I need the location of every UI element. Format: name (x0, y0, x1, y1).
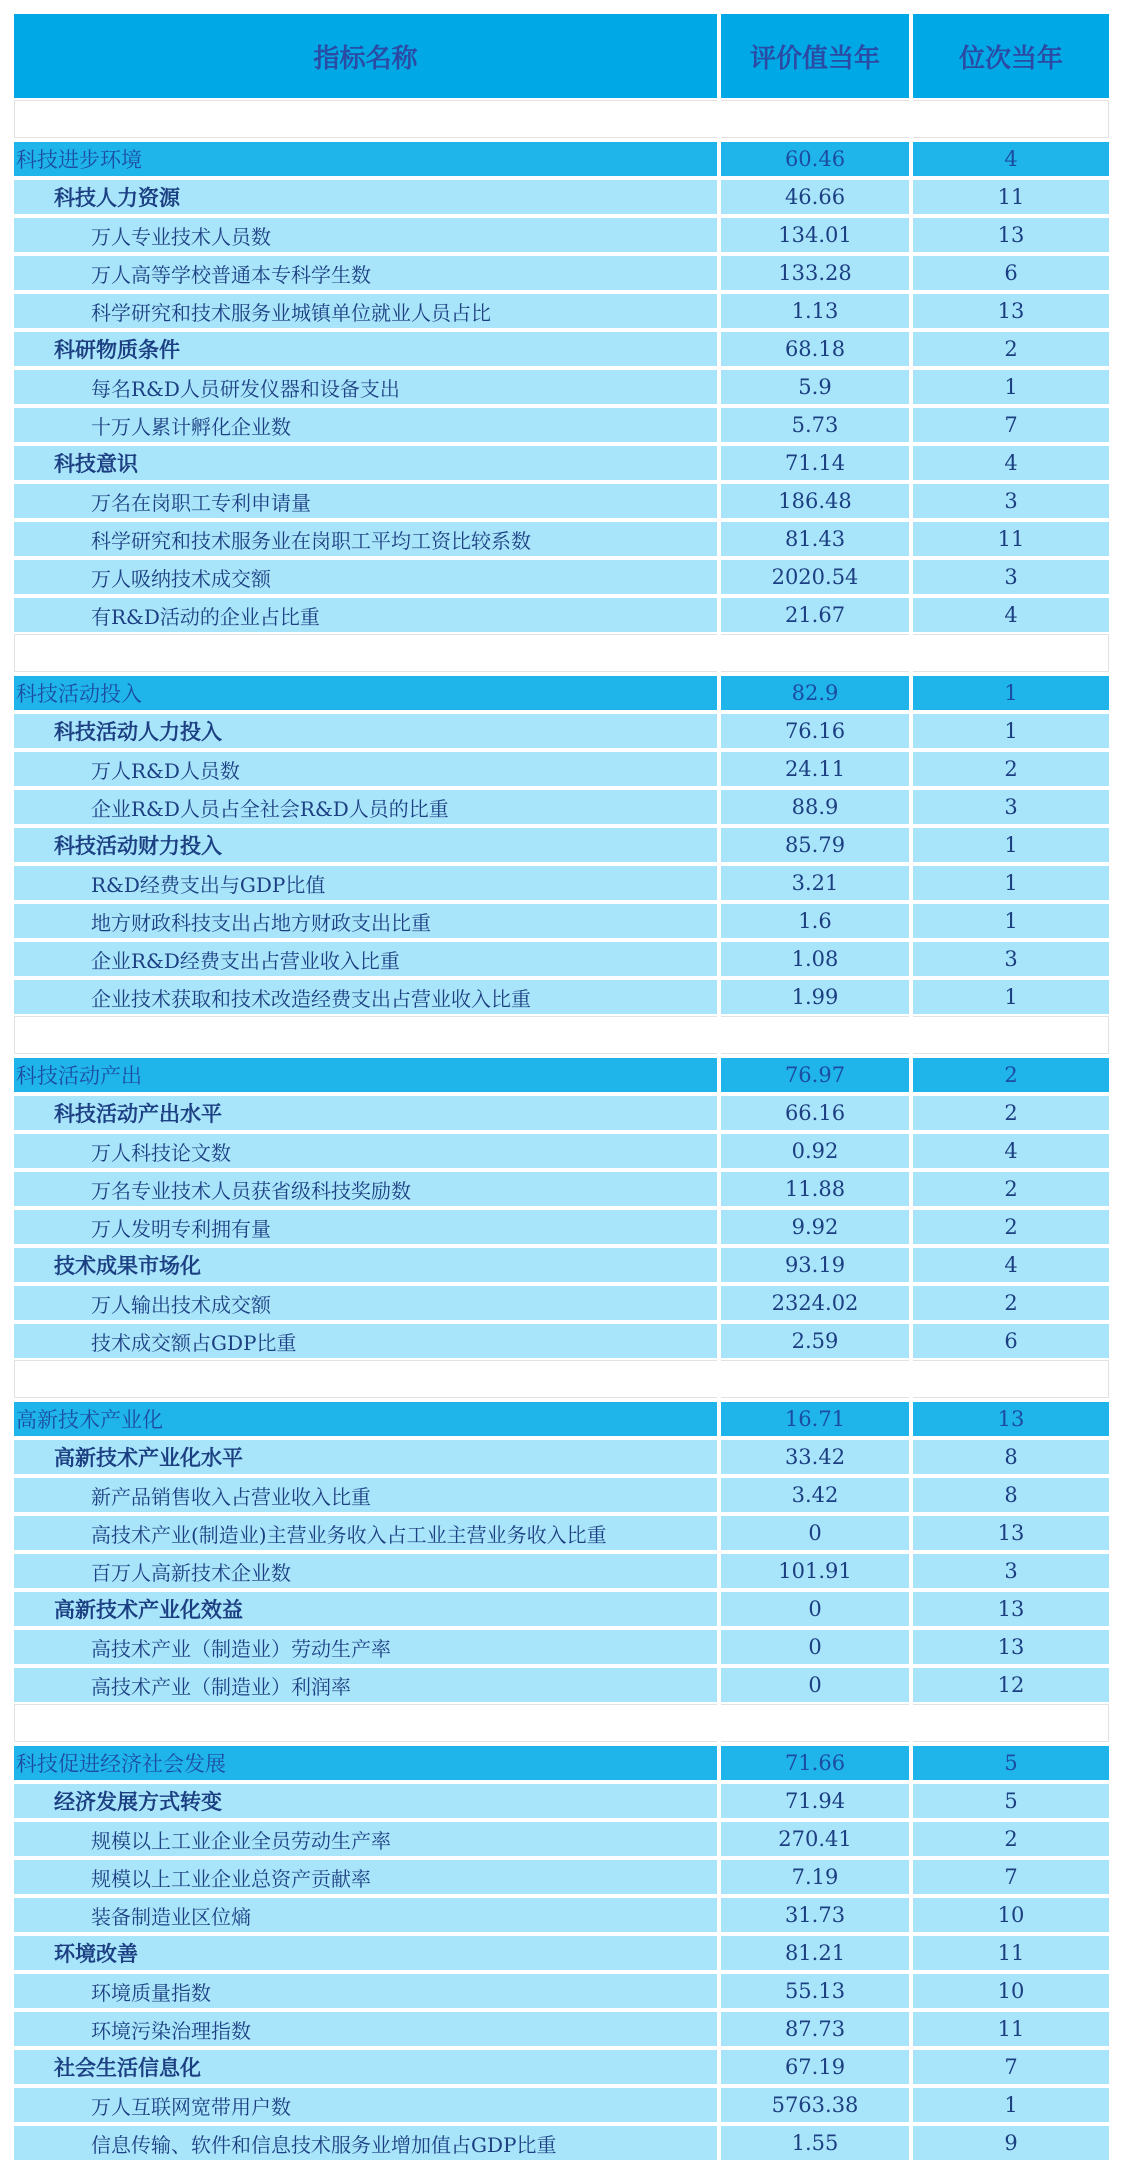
indicator-row (14, 1516, 1109, 1550)
indicator-row (14, 1286, 1109, 1320)
evaluation-value-cell: 82.9 (721, 676, 909, 710)
indicator-name-cell: 有R&D活动的企业占比重 (14, 598, 717, 632)
rank-cell: 5 (913, 1746, 1109, 1780)
evaluation-value-cell: 66.16 (721, 1096, 909, 1130)
rank-cell: 2 (913, 332, 1109, 366)
rank-cell: 1 (913, 980, 1109, 1014)
indicator-table (14, 14, 1109, 2160)
rank-cell: 3 (913, 484, 1109, 518)
category-row (14, 1746, 1109, 1780)
rank-cell: 13 (913, 1592, 1109, 1626)
subcategory-row (14, 1936, 1109, 1970)
indicator-row (14, 1134, 1109, 1168)
evaluation-value-cell: 67.19 (721, 2050, 909, 2084)
indicator-name-cell: 规模以上工业企业全员劳动生产率 (14, 1822, 717, 1856)
evaluation-value-cell: 71.14 (721, 446, 909, 480)
table-body (14, 100, 1109, 2160)
rank-cell: 4 (913, 1248, 1109, 1282)
rank-cell: 4 (913, 598, 1109, 632)
rank-cell: 3 (913, 942, 1109, 976)
evaluation-value-cell: 31.73 (721, 1898, 909, 1932)
indicator-name-cell: 万人发明专利拥有量 (14, 1210, 717, 1244)
evaluation-value-cell: 21.67 (721, 598, 909, 632)
indicator-name-cell: 科技促进经济社会发展 (14, 1746, 717, 1780)
header-evaluation-value: 评价值当年 (721, 14, 909, 98)
evaluation-value-cell (721, 634, 909, 672)
evaluation-value-cell: 270.41 (721, 1822, 909, 1856)
indicator-row (14, 1898, 1109, 1932)
evaluation-value-cell: 1.55 (721, 2126, 909, 2160)
evaluation-value-cell: 3.21 (721, 866, 909, 900)
evaluation-value-cell: 1.08 (721, 942, 909, 976)
rank-cell: 1 (913, 828, 1109, 862)
category-row (14, 676, 1109, 710)
indicator-row (14, 598, 1109, 632)
indicator-row (14, 1860, 1109, 1894)
rank-cell: 10 (913, 1974, 1109, 2008)
evaluation-value-cell: 0 (721, 1592, 909, 1626)
indicator-name-cell: 万人输出技术成交额 (14, 1286, 717, 1320)
evaluation-value-cell: 0 (721, 1516, 909, 1550)
evaluation-value-cell (721, 1704, 909, 1742)
evaluation-value-cell: 101.91 (721, 1554, 909, 1588)
indicator-row (14, 2126, 1109, 2160)
indicator-row (14, 2088, 1109, 2122)
rank-cell: 8 (913, 1440, 1109, 1474)
rank-cell: 1 (913, 676, 1109, 710)
indicator-name-cell: 高新技术产业化 (14, 1402, 717, 1436)
rank-cell (913, 1360, 1109, 1398)
evaluation-value-cell: 76.16 (721, 714, 909, 748)
indicator-name-cell: 百万人高新技术企业数 (14, 1554, 717, 1588)
indicator-name-cell: 科学研究和技术服务业在岗职工平均工资比较系数 (14, 522, 717, 556)
evaluation-value-cell: 60.46 (721, 142, 909, 176)
indicator-name-cell: 高技术产业(制造业)主营业务收入占工业主营业务收入比重 (14, 1516, 717, 1550)
rank-cell: 5 (913, 1784, 1109, 1818)
indicator-row (14, 980, 1109, 1014)
indicator-name-cell (14, 1016, 717, 1054)
indicator-name-cell: 技术成果市场化 (14, 1248, 717, 1282)
indicator-name-cell: 科技活动人力投入 (14, 714, 717, 748)
rank-cell: 4 (913, 1134, 1109, 1168)
indicator-row (14, 866, 1109, 900)
subcategory-row (14, 1096, 1109, 1130)
rank-cell: 13 (913, 218, 1109, 252)
evaluation-value-cell: 81.21 (721, 1936, 909, 1970)
evaluation-value-cell: 71.66 (721, 1746, 909, 1780)
evaluation-value-cell: 186.48 (721, 484, 909, 518)
indicator-name-cell: 规模以上工业企业总资产贡献率 (14, 1860, 717, 1894)
indicator-row (14, 560, 1109, 594)
indicator-row (14, 218, 1109, 252)
rank-cell: 2 (913, 1286, 1109, 1320)
indicator-name-cell (14, 100, 717, 138)
indicator-name-cell: 高技术产业（制造业）劳动生产率 (14, 1630, 717, 1664)
indicator-row (14, 1210, 1109, 1244)
evaluation-value-cell: 9.92 (721, 1210, 909, 1244)
evaluation-value-cell: 5763.38 (721, 2088, 909, 2122)
evaluation-value-cell: 85.79 (721, 828, 909, 862)
indicator-row (14, 1478, 1109, 1512)
rank-cell: 6 (913, 1324, 1109, 1358)
rank-cell: 2 (913, 1210, 1109, 1244)
rank-cell: 2 (913, 1096, 1109, 1130)
evaluation-value-cell: 81.43 (721, 522, 909, 556)
rank-cell: 13 (913, 1630, 1109, 1664)
indicator-row (14, 752, 1109, 786)
category-row (14, 1058, 1109, 1092)
spacer-row (14, 1016, 1109, 1054)
indicator-name-cell: 万人互联网宽带用户数 (14, 2088, 717, 2122)
indicator-row (14, 1822, 1109, 1856)
indicator-name-cell: 万名在岗职工专利申请量 (14, 484, 717, 518)
evaluation-value-cell (721, 1016, 909, 1054)
evaluation-value-cell: 46.66 (721, 180, 909, 214)
indicator-row (14, 2012, 1109, 2046)
evaluation-value-cell: 0 (721, 1668, 909, 1702)
indicator-name-cell: 装备制造业区位熵 (14, 1898, 717, 1932)
rank-cell (913, 100, 1109, 138)
indicator-name-cell: 环境质量指数 (14, 1974, 717, 2008)
indicator-name-cell: 环境改善 (14, 1936, 717, 1970)
evaluation-value-cell: 7.19 (721, 1860, 909, 1894)
evaluation-value-cell: 2020.54 (721, 560, 909, 594)
indicator-row (14, 1974, 1109, 2008)
indicator-name-cell: 每名R&D人员研发仪器和设备支出 (14, 370, 717, 404)
rank-cell: 1 (913, 866, 1109, 900)
indicator-row (14, 408, 1109, 442)
rank-cell: 2 (913, 1822, 1109, 1856)
rank-cell: 9 (913, 2126, 1109, 2160)
indicator-name-cell: 地方财政科技支出占地方财政支出比重 (14, 904, 717, 938)
spacer-row (14, 1360, 1109, 1398)
rank-cell: 7 (913, 1860, 1109, 1894)
indicator-name-cell: 高新技术产业化效益 (14, 1592, 717, 1626)
evaluation-value-cell: 1.13 (721, 294, 909, 328)
subcategory-row (14, 332, 1109, 366)
evaluation-value-cell: 5.73 (721, 408, 909, 442)
evaluation-value-cell: 68.18 (721, 332, 909, 366)
evaluation-value-cell: 87.73 (721, 2012, 909, 2046)
evaluation-value-cell: 2324.02 (721, 1286, 909, 1320)
rank-cell: 2 (913, 1058, 1109, 1092)
indicator-name-cell: 万人科技论文数 (14, 1134, 717, 1168)
indicator-name-cell: 高新技术产业化水平 (14, 1440, 717, 1474)
indicator-row (14, 1172, 1109, 1206)
evaluation-value-cell: 11.88 (721, 1172, 909, 1206)
rank-cell: 13 (913, 1516, 1109, 1550)
spacer-row (14, 100, 1109, 138)
indicator-name-cell: 万人R&D人员数 (14, 752, 717, 786)
rank-cell: 11 (913, 522, 1109, 556)
spacer-row (14, 1704, 1109, 1742)
subcategory-row (14, 828, 1109, 862)
evaluation-value-cell: 76.97 (721, 1058, 909, 1092)
evaluation-value-cell (721, 100, 909, 138)
indicator-name-cell: 信息传输、软件和信息技术服务业增加值占GDP比重 (14, 2126, 717, 2160)
indicator-name-cell: 经济发展方式转变 (14, 1784, 717, 1818)
indicator-name-cell: 企业技术获取和技术改造经费支出占营业收入比重 (14, 980, 717, 1014)
indicator-name-cell: 十万人累计孵化企业数 (14, 408, 717, 442)
rank-cell: 1 (913, 2088, 1109, 2122)
subcategory-row (14, 180, 1109, 214)
indicator-row (14, 904, 1109, 938)
rank-cell: 13 (913, 294, 1109, 328)
indicator-name-cell: 万名专业技术人员获省级科技奖励数 (14, 1172, 717, 1206)
evaluation-value-cell: 55.13 (721, 1974, 909, 2008)
rank-cell: 1 (913, 904, 1109, 938)
rank-cell: 4 (913, 142, 1109, 176)
rank-cell (913, 1704, 1109, 1742)
indicator-row (14, 522, 1109, 556)
evaluation-value-cell: 5.9 (721, 370, 909, 404)
rank-cell: 7 (913, 2050, 1109, 2084)
indicator-name-cell: R&D经费支出与GDP比值 (14, 866, 717, 900)
rank-cell: 4 (913, 446, 1109, 480)
evaluation-value-cell: 134.01 (721, 218, 909, 252)
indicator-name-cell: 高技术产业（制造业）利润率 (14, 1668, 717, 1702)
category-row (14, 1402, 1109, 1436)
evaluation-value-cell: 16.71 (721, 1402, 909, 1436)
indicator-name-cell: 新产品销售收入占营业收入比重 (14, 1478, 717, 1512)
rank-cell (913, 1016, 1109, 1054)
indicator-name-cell: 科技人力资源 (14, 180, 717, 214)
rank-cell: 3 (913, 790, 1109, 824)
indicator-row (14, 1324, 1109, 1358)
indicator-name-cell (14, 1704, 717, 1742)
rank-cell: 11 (913, 180, 1109, 214)
indicator-name-cell: 科研物质条件 (14, 332, 717, 366)
indicator-name-cell: 科技进步环境 (14, 142, 717, 176)
indicator-name-cell: 企业R&D人员占全社会R&D人员的比重 (14, 790, 717, 824)
indicator-name-cell (14, 1360, 717, 1398)
evaluation-value-cell: 0.92 (721, 1134, 909, 1168)
indicator-row (14, 484, 1109, 518)
header-indicator-name: 指标名称 (14, 14, 717, 98)
subcategory-row (14, 1784, 1109, 1818)
evaluation-value-cell: 3.42 (721, 1478, 909, 1512)
rank-cell: 1 (913, 714, 1109, 748)
evaluation-value-cell: 2.59 (721, 1324, 909, 1358)
rank-cell: 3 (913, 560, 1109, 594)
category-row (14, 142, 1109, 176)
indicator-name-cell: 科技活动产出 (14, 1058, 717, 1092)
rank-cell: 8 (913, 1478, 1109, 1512)
subcategory-row (14, 446, 1109, 480)
indicator-name-cell: 科技活动财力投入 (14, 828, 717, 862)
indicator-name-cell: 万人专业技术人员数 (14, 218, 717, 252)
indicator-name-cell: 万人高等学校普通本专科学生数 (14, 256, 717, 290)
subcategory-row (14, 2050, 1109, 2084)
header-rank: 位次当年 (913, 14, 1109, 98)
rank-cell: 10 (913, 1898, 1109, 1932)
rank-cell: 12 (913, 1668, 1109, 1702)
rank-cell: 7 (913, 408, 1109, 442)
indicator-name-cell: 环境污染治理指数 (14, 2012, 717, 2046)
indicator-row (14, 1554, 1109, 1588)
subcategory-row (14, 714, 1109, 748)
evaluation-value-cell: 33.42 (721, 1440, 909, 1474)
rank-cell: 11 (913, 2012, 1109, 2046)
indicator-name-cell: 科技意识 (14, 446, 717, 480)
indicator-row (14, 256, 1109, 290)
rank-cell (913, 634, 1109, 672)
evaluation-value-cell: 93.19 (721, 1248, 909, 1282)
subcategory-row (14, 1592, 1109, 1626)
rank-cell: 3 (913, 1554, 1109, 1588)
rank-cell: 2 (913, 1172, 1109, 1206)
rank-cell: 2 (913, 752, 1109, 786)
indicator-row (14, 294, 1109, 328)
evaluation-value-cell: 1.99 (721, 980, 909, 1014)
indicator-name-cell: 企业R&D经费支出占营业收入比重 (14, 942, 717, 976)
evaluation-value-cell (721, 1360, 909, 1398)
evaluation-value-cell: 88.9 (721, 790, 909, 824)
rank-cell: 13 (913, 1402, 1109, 1436)
indicator-name-cell: 技术成交额占GDP比重 (14, 1324, 717, 1358)
rank-cell: 11 (913, 1936, 1109, 1970)
indicator-row (14, 370, 1109, 404)
subcategory-row (14, 1440, 1109, 1474)
indicator-row (14, 1630, 1109, 1664)
evaluation-value-cell: 24.11 (721, 752, 909, 786)
indicator-name-cell: 科技活动产出水平 (14, 1096, 717, 1130)
indicator-row (14, 790, 1109, 824)
evaluation-value-cell: 71.94 (721, 1784, 909, 1818)
indicator-row (14, 1668, 1109, 1702)
spacer-row (14, 634, 1109, 672)
indicator-name-cell: 社会生活信息化 (14, 2050, 717, 2084)
evaluation-value-cell: 133.28 (721, 256, 909, 290)
subcategory-row (14, 1248, 1109, 1282)
indicator-row (14, 942, 1109, 976)
rank-cell: 6 (913, 256, 1109, 290)
indicator-name-cell: 科学研究和技术服务业城镇单位就业人员占比 (14, 294, 717, 328)
indicator-name-cell: 科技活动投入 (14, 676, 717, 710)
evaluation-value-cell: 1.6 (721, 904, 909, 938)
evaluation-value-cell: 0 (721, 1630, 909, 1664)
indicator-name-cell (14, 634, 717, 672)
rank-cell: 1 (913, 370, 1109, 404)
table-header (14, 14, 1109, 98)
indicator-name-cell: 万人吸纳技术成交额 (14, 560, 717, 594)
